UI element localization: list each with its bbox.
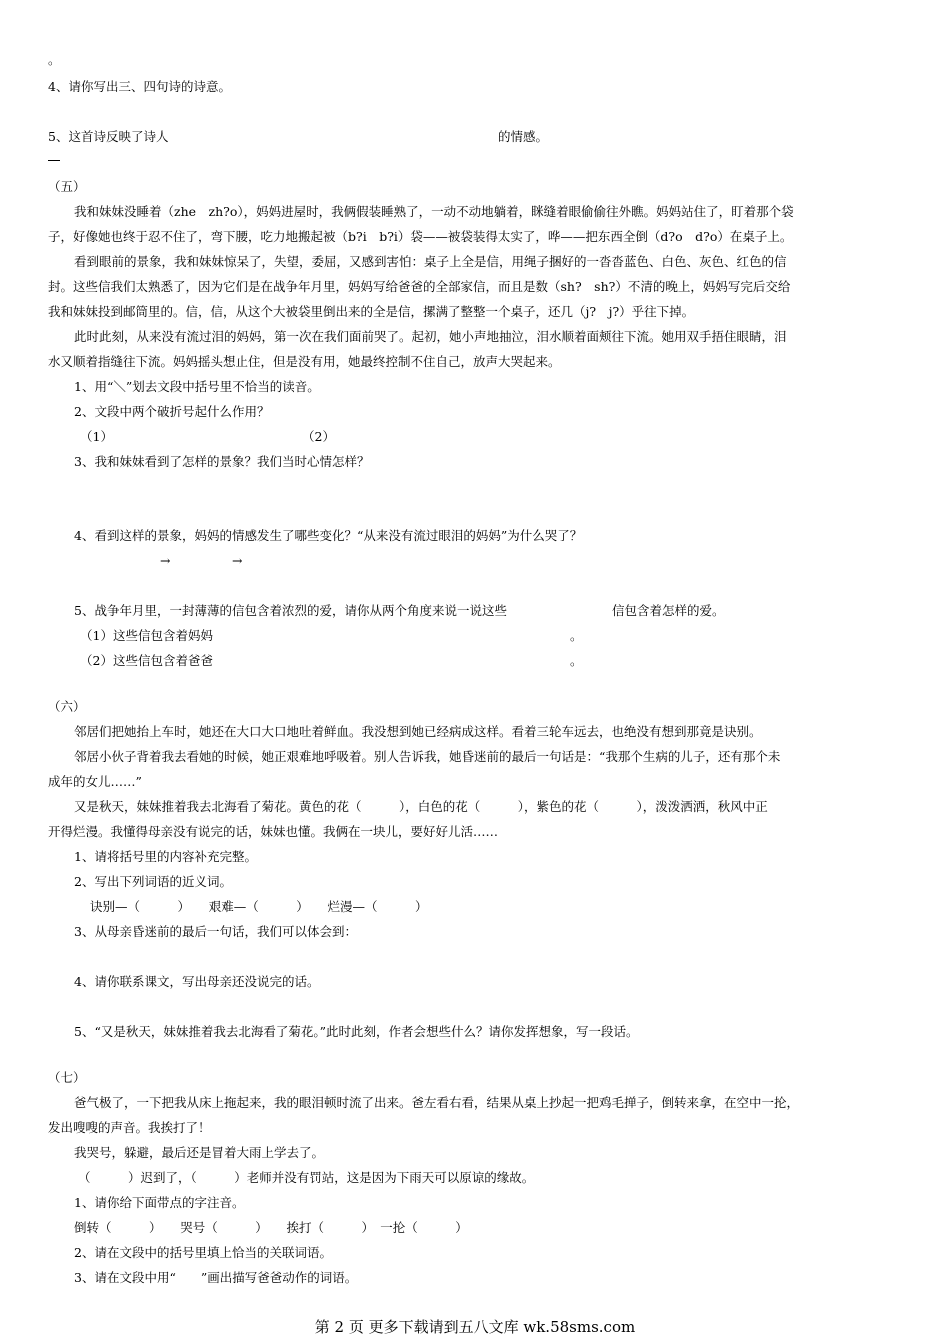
period-2: 。 [570, 653, 583, 668]
s5-question-5-end: 信包含着怎样的爱。 [612, 603, 725, 618]
question-top-4: 4、请你写出三、四句诗的诗意。 [48, 79, 231, 94]
s5-paragraph-2-line-1: 看到眼前的景象，我和妹妹惊呆了，失望，委屈，又感到害怕：桌子上全是信，用绳子捆好的一沓沓蓝色、白色、灰色、红色的信 [74, 254, 787, 269]
s6-question-1: 1、请将括号里的内容补充完整。 [74, 849, 257, 864]
s6-question-3: 3、从母亲昏迷前的最后一句话，我们可以体会到： [74, 924, 357, 939]
s6-paragraph-2-line-2: 成年的女儿……” [48, 774, 142, 789]
page-footer: 第 2 页 更多下载请到五八文库 wk.58sms.com [314, 1318, 636, 1336]
s5-question-2: 2、文段中两个破折号起什么作用？ [74, 404, 270, 419]
s7-question-1-words: 倒转（ ） 哭号（ ） 挨打（ ） 一抡（ ） [74, 1220, 468, 1235]
s7-paragraph-1-line-2: 发出嗖嗖的声音。我挨打了！ [48, 1120, 211, 1135]
s5-paragraph-1-line-1: 我和妹妹没睡着（zhe zh?o），妈妈进屋时，我俩假装睡熟了，一动不动地躺着，眯缝着眼偷偷往外瞧。妈妈站住了，盯着那个袋 [74, 204, 794, 219]
question-top-5-end: 的情感。 [498, 129, 549, 144]
s5-paragraph-1-line-2: 子，好像她也终于忍不住了，弯下腰，吃力地搬起被（b?i b?i）袋——被袋装得太实了，哗——把东西全倒（d?o d?o）在桌子上。 [48, 229, 793, 244]
s6-paragraph-1: 邻居们把她抬上车时，她还在大口大口地吐着鲜血。我没想到她已经病成这样。看着三轮车远去，也绝没有想到那竟是诀别。 [74, 724, 762, 739]
s6-question-4: 4、请你联系课文，写出母亲还没说完的话。 [74, 974, 320, 989]
s5-question-5: 5、战争年月里，一封薄薄的信包含着浓烈的爱，请你从两个角度来说一说这些 [74, 603, 507, 618]
s7-paragraph-1-line-1: 爸气极了，一下把我从床上拖起来，我的眼泪顿时流了出来。爸左看右看，结果从桌上抄起一把鸡毛掸子，倒转来拿，在空中一抡， [74, 1095, 800, 1110]
s5-question-1: 1、用“＼”划去文段中括号里不恰当的读音。 [74, 379, 320, 394]
s5-paragraph-2-line-2: 封。这些信我们太熟悉了，因为它们是在战争年月里，妈妈写给爸爸的全部家信，而且是数（sh? sh?）不清的晚上，妈妈写完后交给 [48, 279, 791, 294]
s5-question-2-answer-1: （1） [80, 429, 113, 444]
period-1: 。 [570, 628, 583, 643]
s7-question-1: 1、请你给下面带点的字注音。 [74, 1195, 245, 1210]
divider [48, 160, 60, 161]
question-top-5: 5、这首诗反映了诗人 [48, 129, 169, 144]
s6-question-2-words: 诀别—（ ） 艰难—（ ） 烂漫—（ ） [90, 899, 428, 914]
section-7-title: （七） [48, 1070, 86, 1085]
section-5-title: （五） [48, 179, 86, 194]
arrow-1: → [160, 553, 171, 568]
s7-question-3: 3、请在文段中用“ ”画出描写爸爸动作的词语。 [74, 1270, 358, 1285]
s7-paragraph-3: （ ）迟到了，（ ）老师并没有罚站，这是因为下雨天可以原谅的缘故。 [78, 1170, 535, 1185]
s5-question-5-part-2: （2）这些信包含着爸爸 [80, 653, 213, 668]
s6-paragraph-3-line-1: 又是秋天，妹妹推着我去北海看了菊花。黄色的花（ ），白色的花（ ），紫色的花（ ），泼泼洒洒，秋风中正 [74, 799, 768, 814]
s5-paragraph-3-line-1: 此时此刻，从来没有流过泪的妈妈，第一次在我们面前哭了。起初，她小声地抽泣，泪水顺着面颊往下流。她用双手捂住眼睛，泪 [74, 329, 787, 344]
s6-question-2: 2、写出下列词语的近义词。 [74, 874, 232, 889]
s6-question-5: 5、“又是秋天，妹妹推着我去北海看了菊花。”此时此刻，作者会想些什么？请你发挥想象，写一段话。 [74, 1024, 639, 1039]
arrow-2: → [232, 553, 243, 568]
s5-paragraph-3-line-2: 水又顺着指缝往下流。妈妈摇头想止住，但是没有用，她最终控制不住自己，放声大哭起来。 [48, 354, 561, 369]
s6-paragraph-2-line-1: 邻居小伙子背着我去看她的时候，她正艰难地呼吸着。别人告诉我，她昏迷前的最后一句话是：“我那个生病的儿子，还有那个未 [74, 749, 781, 764]
s7-question-2: 2、请在文段中的括号里填上恰当的关联词语。 [74, 1245, 332, 1260]
s5-paragraph-2-line-3: 我和妹妹投到邮筒里的。信，信，从这个大被袋里倒出来的全是信，摞满了整整一个桌子，还几（j? j?）乎往下掉。 [48, 304, 695, 319]
s5-question-4: 4、看到这样的景象，妈妈的情感发生了哪些变化？“从来没有流过眼泪的妈妈”为什么哭了？ [74, 528, 583, 543]
s5-question-3: 3、我和妹妹看到了怎样的景象？我们当时心情怎样？ [74, 454, 370, 469]
s6-paragraph-3-line-2: 开得烂漫。我懂得母亲没有说完的话，妹妹也懂。我俩在一块儿，要好好儿活…… [48, 824, 499, 839]
s5-question-5-part-1: （1）这些信包含着妈妈 [80, 628, 213, 643]
s5-question-2-answer-2: （2） [302, 429, 335, 444]
s7-paragraph-2: 我哭号，躲避，最后还是冒着大雨上学去了。 [74, 1145, 325, 1160]
trailing-period: 。 [48, 52, 61, 67]
section-6-title: （六） [48, 699, 86, 714]
